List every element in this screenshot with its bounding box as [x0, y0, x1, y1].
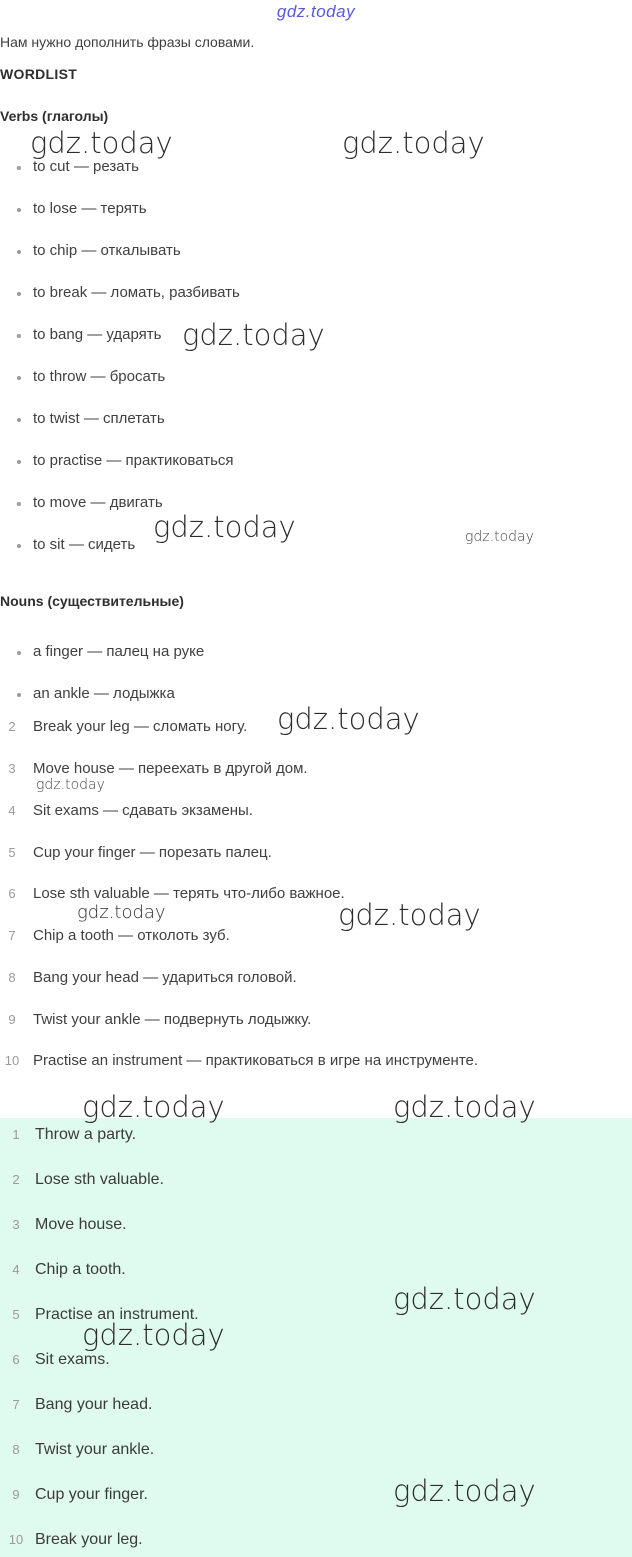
list-item: 7 Bang your head.: [12, 1396, 153, 1413]
watermark: gdz.today: [36, 777, 105, 793]
bullet-icon: [17, 502, 21, 506]
watermark: gdz.today: [82, 1318, 225, 1352]
watermark: gdz.today: [393, 1090, 536, 1124]
watermark: gdz.today: [393, 1282, 536, 1316]
wordlist-heading: WORDLIST: [0, 66, 78, 82]
bullet-icon: [17, 376, 21, 380]
list-item: 5 Cup your finger — порезать палец.: [8, 844, 272, 861]
list-item: 9 Twist your ankle — подвернуть лодыжку.: [8, 1011, 312, 1028]
list-item: 7 Chip a tooth — отколоть зуб.: [8, 927, 230, 944]
bullet-icon: [17, 544, 21, 548]
watermark: gdz.today: [277, 702, 420, 736]
list-item: to break — ломать, разбивать: [33, 284, 240, 301]
list-item: 3 Move house.: [12, 1216, 127, 1233]
nouns-heading: Nouns (существительные): [0, 593, 184, 609]
list-item: to practise — практиковаться: [33, 452, 234, 469]
list-item: to lose — терять: [33, 200, 147, 217]
watermark: gdz.today: [182, 318, 325, 352]
list-item: 8 Twist your ankle.: [12, 1441, 155, 1458]
list-item: to twist — сплетать: [33, 410, 165, 427]
answer-box: [0, 1118, 632, 1557]
bullet-icon: [17, 460, 21, 464]
bullet-icon: [17, 250, 21, 254]
bullet-icon: [17, 693, 21, 697]
list-item: to move — двигать: [33, 494, 163, 511]
watermark: gdz.today: [342, 126, 485, 160]
watermark: gdz.today: [393, 1474, 536, 1508]
list-item: 2 Lose sth valuable.: [12, 1171, 164, 1188]
list-item: to sit — сидеть: [33, 536, 135, 553]
list-item: 5 Practise an instrument.: [12, 1306, 199, 1323]
list-item: a finger — палец на руке: [33, 643, 204, 660]
watermark: gdz.today: [153, 510, 296, 544]
watermark: gdz.today: [30, 126, 173, 160]
bullet-icon: [17, 292, 21, 296]
watermark: gdz.today: [77, 902, 166, 923]
list-item: an ankle — лодыжка: [33, 685, 175, 702]
list-item: 10 Break your leg.: [8, 1531, 143, 1548]
bullet-icon: [17, 166, 21, 170]
list-item: 9 Cup your finger.: [12, 1486, 148, 1503]
list-item: 4 Sit exams — сдавать экзамены.: [8, 802, 253, 819]
list-item: 4 Chip a tooth.: [12, 1261, 126, 1278]
list-item: 10 Practise an instrument — практиковаться в игре на инструменте.: [4, 1052, 479, 1069]
list-item: 6 Lose sth valuable — терять что-либо важное.: [8, 885, 345, 902]
list-item: 6 Sit exams.: [12, 1351, 110, 1368]
list-item: 8 Bang your head — удариться головой.: [8, 969, 297, 986]
list-item: 3 Move house — переехать в другой дом.: [8, 760, 308, 777]
list-item: to throw — бросать: [33, 368, 165, 385]
site-logo[interactable]: gdz.today: [276, 2, 356, 21]
watermark: gdz.today: [465, 529, 534, 545]
bullet-icon: [17, 208, 21, 212]
watermark: gdz.today: [338, 898, 481, 932]
list-item: to cut — резать: [33, 158, 139, 175]
list-item: 1 Throw a party.: [12, 1126, 137, 1143]
bullet-icon: [17, 651, 21, 655]
bullet-icon: [17, 334, 21, 338]
verbs-heading: Verbs (глаголы): [0, 108, 109, 124]
intro-text: Нам нужно дополнить фразы словами.: [0, 34, 255, 50]
bullet-icon: [17, 418, 21, 422]
watermark: gdz.today: [82, 1090, 225, 1124]
list-item: 2 Break your leg — сломать ногу.: [8, 718, 248, 735]
list-item: to chip — откалывать: [33, 242, 181, 259]
list-item: to bang — ударять: [33, 326, 161, 343]
